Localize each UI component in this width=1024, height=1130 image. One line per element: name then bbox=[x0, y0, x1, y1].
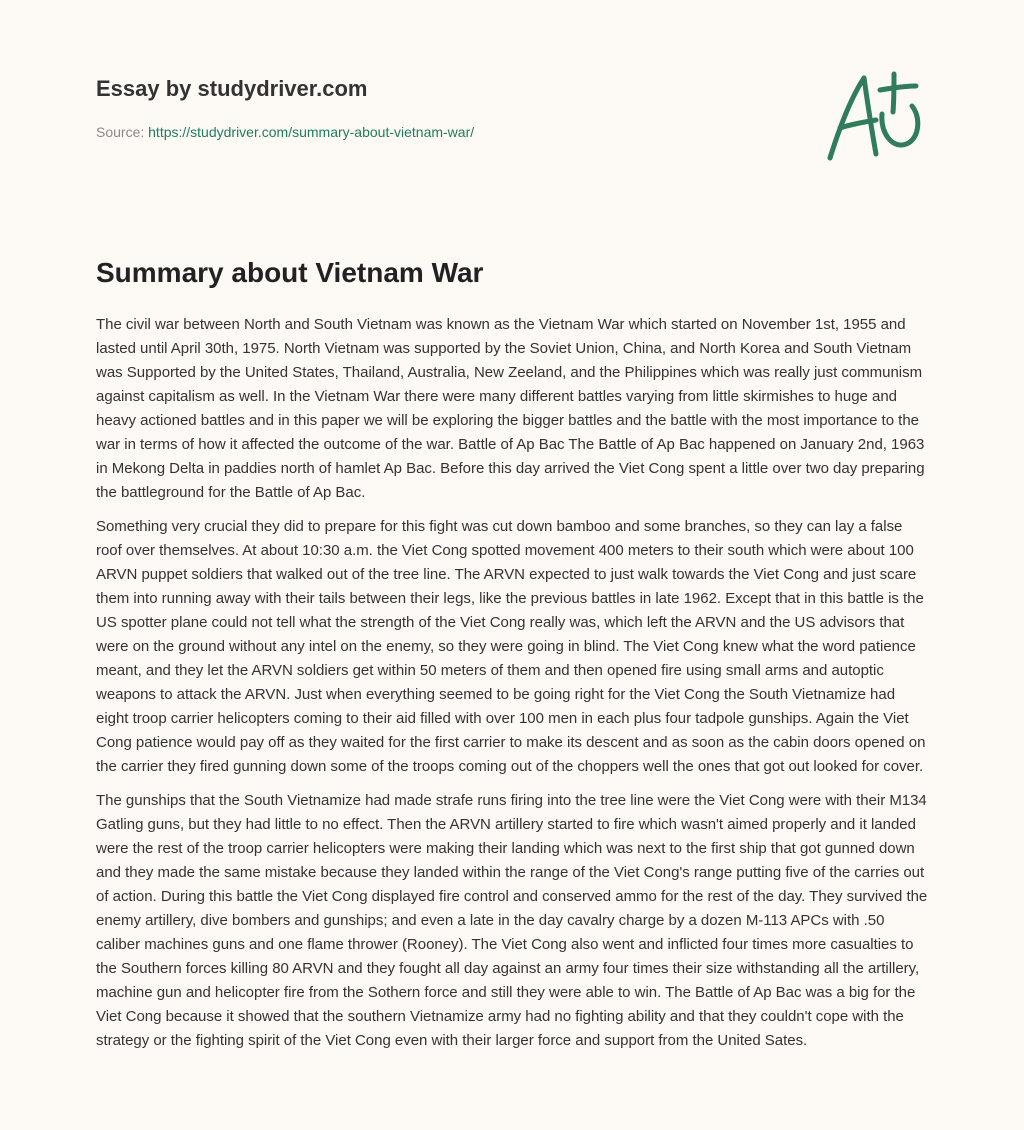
essay-paragraph: The gunships that the South Vietnamize had made strafe runs firing into the tree line were the Viet Cong were with their M134 Gatling guns, but they had little to no effect. Then the ARVN artillery started to fire which wasn't aimed properly and it landed were the rest of the troop carrier helicopters were making their landing which was next to the first ship that got gunned down and they made the same mistake because they landed within the range of the Viet Cong's range putting five of the carries out of action. During this battle the Viet Cong displayed fire control and conserved ammo for the rest of the day. They survived the enemy artillery, dive bombers and gunships; and even a late in the day cavalry charge by a dozen M-113 APCs with .50 caliber machines guns and one flame thrower (Rooney). The Viet Cong also went and inflicted four times more casualties to the Southern forces killing 80 ARVN and they fought all day against an army four times their size withstanding all the artillery, machine gun and helicopter fire from the Sothern force and still they were able to win. The Battle of Ap Bac was a big for the Viet Cong because it showed that the southern Vietnamize army had no fighting ability and that they couldn't cope with the strategy or the fighting spirit of the Viet Cong even with their larger force and support from the United Sates. bbox=[96, 792, 928, 1049]
source-line bbox=[96, 122, 796, 142]
site-title: Essay by studydriver.com bbox=[96, 76, 368, 101]
page-header bbox=[96, 74, 796, 142]
essay-title: Summary about Vietnam War bbox=[96, 257, 484, 288]
a-plus-logo-icon bbox=[820, 66, 930, 166]
essay-paragraph: The civil war between North and South Vietnam was known as the Vietnam War which started on November 1st, 1955 and lasted until April 30th, 1975. North Vietnam was supported by the Soviet Union, China, and North Korea and South Vietnam was Supported by the United States, Thailand, Australia, New Zeeland, and the Philippines which was really just communism against capitalism as well. In the Vietnam War there were many different battles varying from little skirmishes to huge and heavy actioned battles and in this paper we will be exploring the bigger battles and the battle with the most importance to the war in terms of how it affected the outcome of the war. Battle of Ap Bac The Battle of Ap Bac happened on January 2nd, 1963 in Mekong Delta in paddies north of hamlet Ap Bac. Before this day arrived the Viet Cong spent a little over two day preparing the battleground for the Battle of Ap Bac. bbox=[96, 316, 925, 501]
source-link[interactable]: https://studydriver.com/summary-about-vietnam-war/ bbox=[148, 124, 475, 140]
essay-paragraph: Something very crucial they did to prepare for this fight was cut down bamboo and some branches, so they can lay a false roof over themselves. At about 10:30 a.m. the Viet Cong spotted movement 400 meters to their south which were about 100 ARVN puppet soldiers that walked out of the tree line. The ARVN expected to just walk towards the Viet Cong and just scare them into running away with their tails between their legs, like the previous battles in late 1962. Except that in this battle is the US spotter plane could not tell what the strength of the Viet Cong really was, which left the ARVN and the US advisors that were on the ground without any intel on the enemy, so they were going in blind. The Viet Cong knew what the word patience meant, and they let the ARVN soldiers get within 50 meters of them and then opened fire using small arms and autoptic weapons to attack the ARVN. Just when everything seemed to be going right for the Viet Cong the South Vietnamize had eight troop carrier helicopters coming to their aid filled with over 100 men in each plus four tadpole gunships. Again the Viet Cong patience would pay off as they waited for the first carrier to make its descent and as soon as the cabin doors opened on the carrier they fired gunning down some of the troops coming out of the choppers well the ones that got out looked for cover. bbox=[96, 518, 926, 775]
essay-body bbox=[96, 255, 930, 1063]
source-label: Source: bbox=[96, 124, 145, 140]
